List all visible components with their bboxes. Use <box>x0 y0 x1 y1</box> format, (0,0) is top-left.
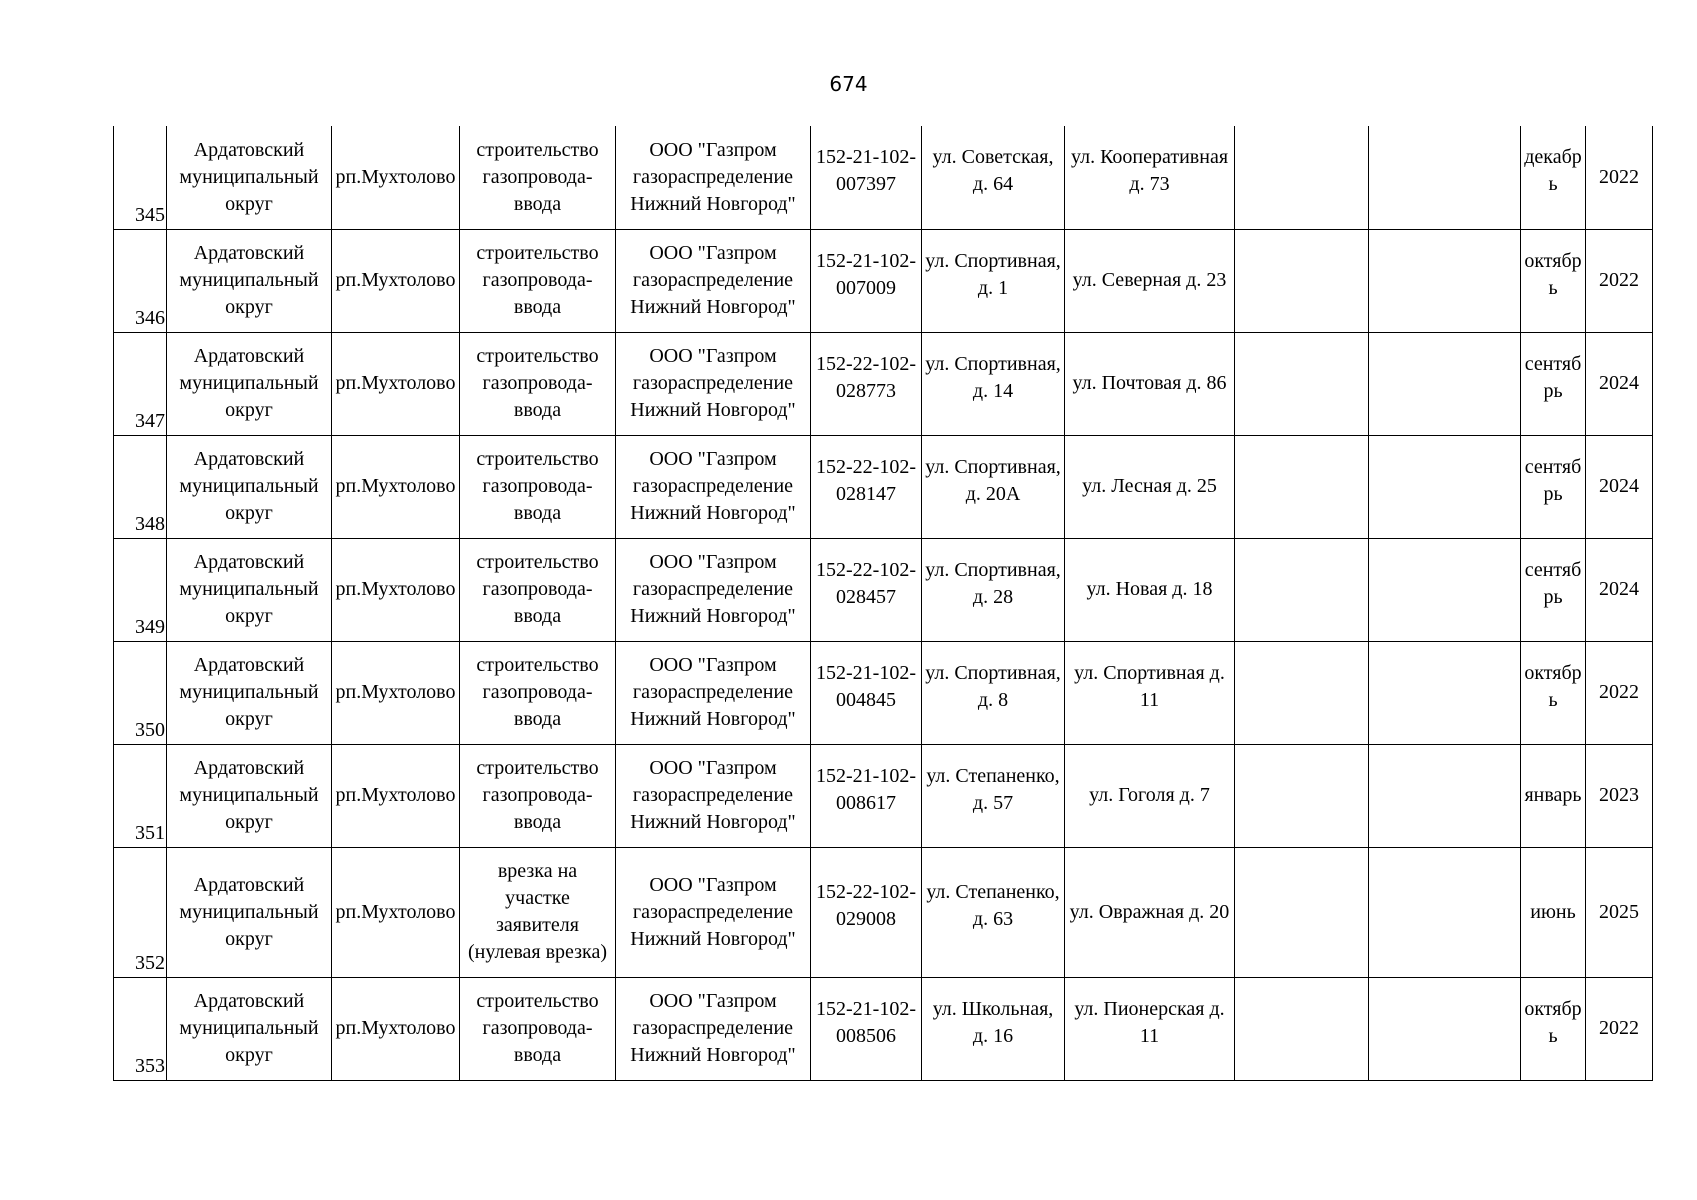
settlement-cell: рп.Мухтолово <box>332 126 460 229</box>
empty-cell <box>1369 229 1521 332</box>
application-code-cell: 152-21-102- 004845 <box>811 641 922 744</box>
organization-cell: ООО "Газпром газораспределение Нижний Новгород" <box>616 229 811 332</box>
page-number: 674 <box>829 72 868 96</box>
row-number: 345 <box>114 126 167 229</box>
empty-cell <box>1369 641 1521 744</box>
organization-cell: ООО "Газпром газораспределение Нижний Новгород" <box>616 977 811 1080</box>
organization-cell: ООО "Газпром газораспределение Нижний Новгород" <box>616 126 811 229</box>
application-code-cell: 152-22-102- 028147 <box>811 435 922 538</box>
month-cell: октябр ь <box>1521 229 1586 332</box>
work-type-cell: строительство газопровода- ввода <box>460 229 616 332</box>
address-from-cell: ул. Степаненко, д. 63 <box>922 847 1065 977</box>
empty-cell <box>1369 977 1521 1080</box>
address-from-cell: ул. Степаненко, д. 57 <box>922 744 1065 847</box>
address-to-cell: ул. Лесная д. 25 <box>1065 435 1235 538</box>
row-number: 353 <box>114 977 167 1080</box>
settlement-cell: рп.Мухтолово <box>332 977 460 1080</box>
address-to-cell: ул. Северная д. 23 <box>1065 229 1235 332</box>
empty-cell <box>1235 126 1369 229</box>
table-row <box>114 977 1653 1080</box>
settlement-cell: рп.Мухтолово <box>332 641 460 744</box>
year-cell: 2023 <box>1586 744 1653 847</box>
address-from-cell: ул. Спортивная, д. 20А <box>922 435 1065 538</box>
settlement-cell: рп.Мухтолово <box>332 847 460 977</box>
district-cell: Ардатовский муниципальный округ <box>167 229 332 332</box>
year-cell: 2024 <box>1586 332 1653 435</box>
empty-cell <box>1235 435 1369 538</box>
empty-cell <box>1235 641 1369 744</box>
month-cell: июнь <box>1521 847 1586 977</box>
month-cell: октябр ь <box>1521 977 1586 1080</box>
table-row <box>114 641 1653 744</box>
table-row <box>114 126 1653 229</box>
application-code-cell: 152-22-102- 029008 <box>811 847 922 977</box>
address-to-cell: ул. Спортивная д. 11 <box>1065 641 1235 744</box>
row-number: 348 <box>114 435 167 538</box>
table-row <box>114 744 1653 847</box>
month-cell: сентяб рь <box>1521 435 1586 538</box>
month-cell: январь <box>1521 744 1586 847</box>
address-to-cell: ул. Пионерская д. 11 <box>1065 977 1235 1080</box>
district-cell: Ардатовский муниципальный округ <box>167 641 332 744</box>
address-from-cell: ул. Спортивная, д. 28 <box>922 538 1065 641</box>
year-cell: 2022 <box>1586 229 1653 332</box>
address-from-cell: ул. Спортивная, д. 1 <box>922 229 1065 332</box>
empty-cell <box>1369 744 1521 847</box>
district-cell: Ардатовский муниципальный округ <box>167 538 332 641</box>
district-cell: Ардатовский муниципальный округ <box>167 435 332 538</box>
application-code-cell: 152-22-102- 028773 <box>811 332 922 435</box>
row-number: 346 <box>114 229 167 332</box>
application-code-cell: 152-21-102- 008617 <box>811 744 922 847</box>
settlement-cell: рп.Мухтолово <box>332 744 460 847</box>
application-code-cell: 152-21-102- 007009 <box>811 229 922 332</box>
organization-cell: ООО "Газпром газораспределение Нижний Новгород" <box>616 538 811 641</box>
row-number: 350 <box>114 641 167 744</box>
work-type-cell: строительство газопровода- ввода <box>460 538 616 641</box>
settlement-cell: рп.Мухтолово <box>332 538 460 641</box>
settlement-cell: рп.Мухтолово <box>332 332 460 435</box>
year-cell: 2024 <box>1586 538 1653 641</box>
organization-cell: ООО "Газпром газораспределение Нижний Новгород" <box>616 332 811 435</box>
settlement-cell: рп.Мухтолово <box>332 435 460 538</box>
address-to-cell: ул. Новая д. 18 <box>1065 538 1235 641</box>
empty-cell <box>1235 847 1369 977</box>
address-from-cell: ул. Спортивная, д. 14 <box>922 332 1065 435</box>
month-cell: декабр ь <box>1521 126 1586 229</box>
gas-connection-registry-table <box>113 126 1653 1081</box>
empty-cell <box>1235 744 1369 847</box>
district-cell: Ардатовский муниципальный округ <box>167 332 332 435</box>
empty-cell <box>1235 229 1369 332</box>
row-number: 352 <box>114 847 167 977</box>
year-cell: 2022 <box>1586 977 1653 1080</box>
application-code-cell: 152-21-102- 007397 <box>811 126 922 229</box>
work-type-cell: строительство газопровода- ввода <box>460 977 616 1080</box>
month-cell: сентяб рь <box>1521 538 1586 641</box>
address-from-cell: ул. Школьная, д. 16 <box>922 977 1065 1080</box>
organization-cell: ООО "Газпром газораспределение Нижний Новгород" <box>616 847 811 977</box>
month-cell: сентяб рь <box>1521 332 1586 435</box>
work-type-cell: строительство газопровода- ввода <box>460 332 616 435</box>
district-cell: Ардатовский муниципальный округ <box>167 126 332 229</box>
year-cell: 2022 <box>1586 126 1653 229</box>
table-row <box>114 847 1653 977</box>
empty-cell <box>1369 126 1521 229</box>
empty-cell <box>1369 847 1521 977</box>
row-number: 351 <box>114 744 167 847</box>
work-type-cell: строительство газопровода- ввода <box>460 641 616 744</box>
empty-cell <box>1235 538 1369 641</box>
address-to-cell: ул. Гоголя д. 7 <box>1065 744 1235 847</box>
row-number: 347 <box>114 332 167 435</box>
year-cell: 2025 <box>1586 847 1653 977</box>
empty-cell <box>1235 332 1369 435</box>
table-row <box>114 229 1653 332</box>
address-from-cell: ул. Советская, д. 64 <box>922 126 1065 229</box>
work-type-cell: строительство газопровода- ввода <box>460 126 616 229</box>
table-body <box>114 126 1653 1080</box>
district-cell: Ардатовский муниципальный округ <box>167 744 332 847</box>
year-cell: 2022 <box>1586 641 1653 744</box>
table-row <box>114 435 1653 538</box>
district-cell: Ардатовский муниципальный округ <box>167 847 332 977</box>
empty-cell <box>1235 977 1369 1080</box>
application-code-cell: 152-22-102- 028457 <box>811 538 922 641</box>
empty-cell <box>1369 435 1521 538</box>
address-to-cell: ул. Почтовая д. 86 <box>1065 332 1235 435</box>
work-type-cell: строительство газопровода- ввода <box>460 435 616 538</box>
empty-cell <box>1369 538 1521 641</box>
application-code-cell: 152-21-102- 008506 <box>811 977 922 1080</box>
organization-cell: ООО "Газпром газораспределение Нижний Новгород" <box>616 641 811 744</box>
work-type-cell: строительство газопровода- ввода <box>460 744 616 847</box>
address-to-cell: ул. Овражная д. 20 <box>1065 847 1235 977</box>
organization-cell: ООО "Газпром газораспределение Нижний Новгород" <box>616 435 811 538</box>
address-to-cell: ул. Кооперативная д. 73 <box>1065 126 1235 229</box>
settlement-cell: рп.Мухтолово <box>332 229 460 332</box>
empty-cell <box>1369 332 1521 435</box>
table-row <box>114 332 1653 435</box>
row-number: 349 <box>114 538 167 641</box>
month-cell: октябр ь <box>1521 641 1586 744</box>
address-from-cell: ул. Спортивная, д. 8 <box>922 641 1065 744</box>
district-cell: Ардатовский муниципальный округ <box>167 977 332 1080</box>
work-type-cell: врезка на участке заявителя (нулевая врезка) <box>460 847 616 977</box>
year-cell: 2024 <box>1586 435 1653 538</box>
table-row <box>114 538 1653 641</box>
organization-cell: ООО "Газпром газораспределение Нижний Новгород" <box>616 744 811 847</box>
